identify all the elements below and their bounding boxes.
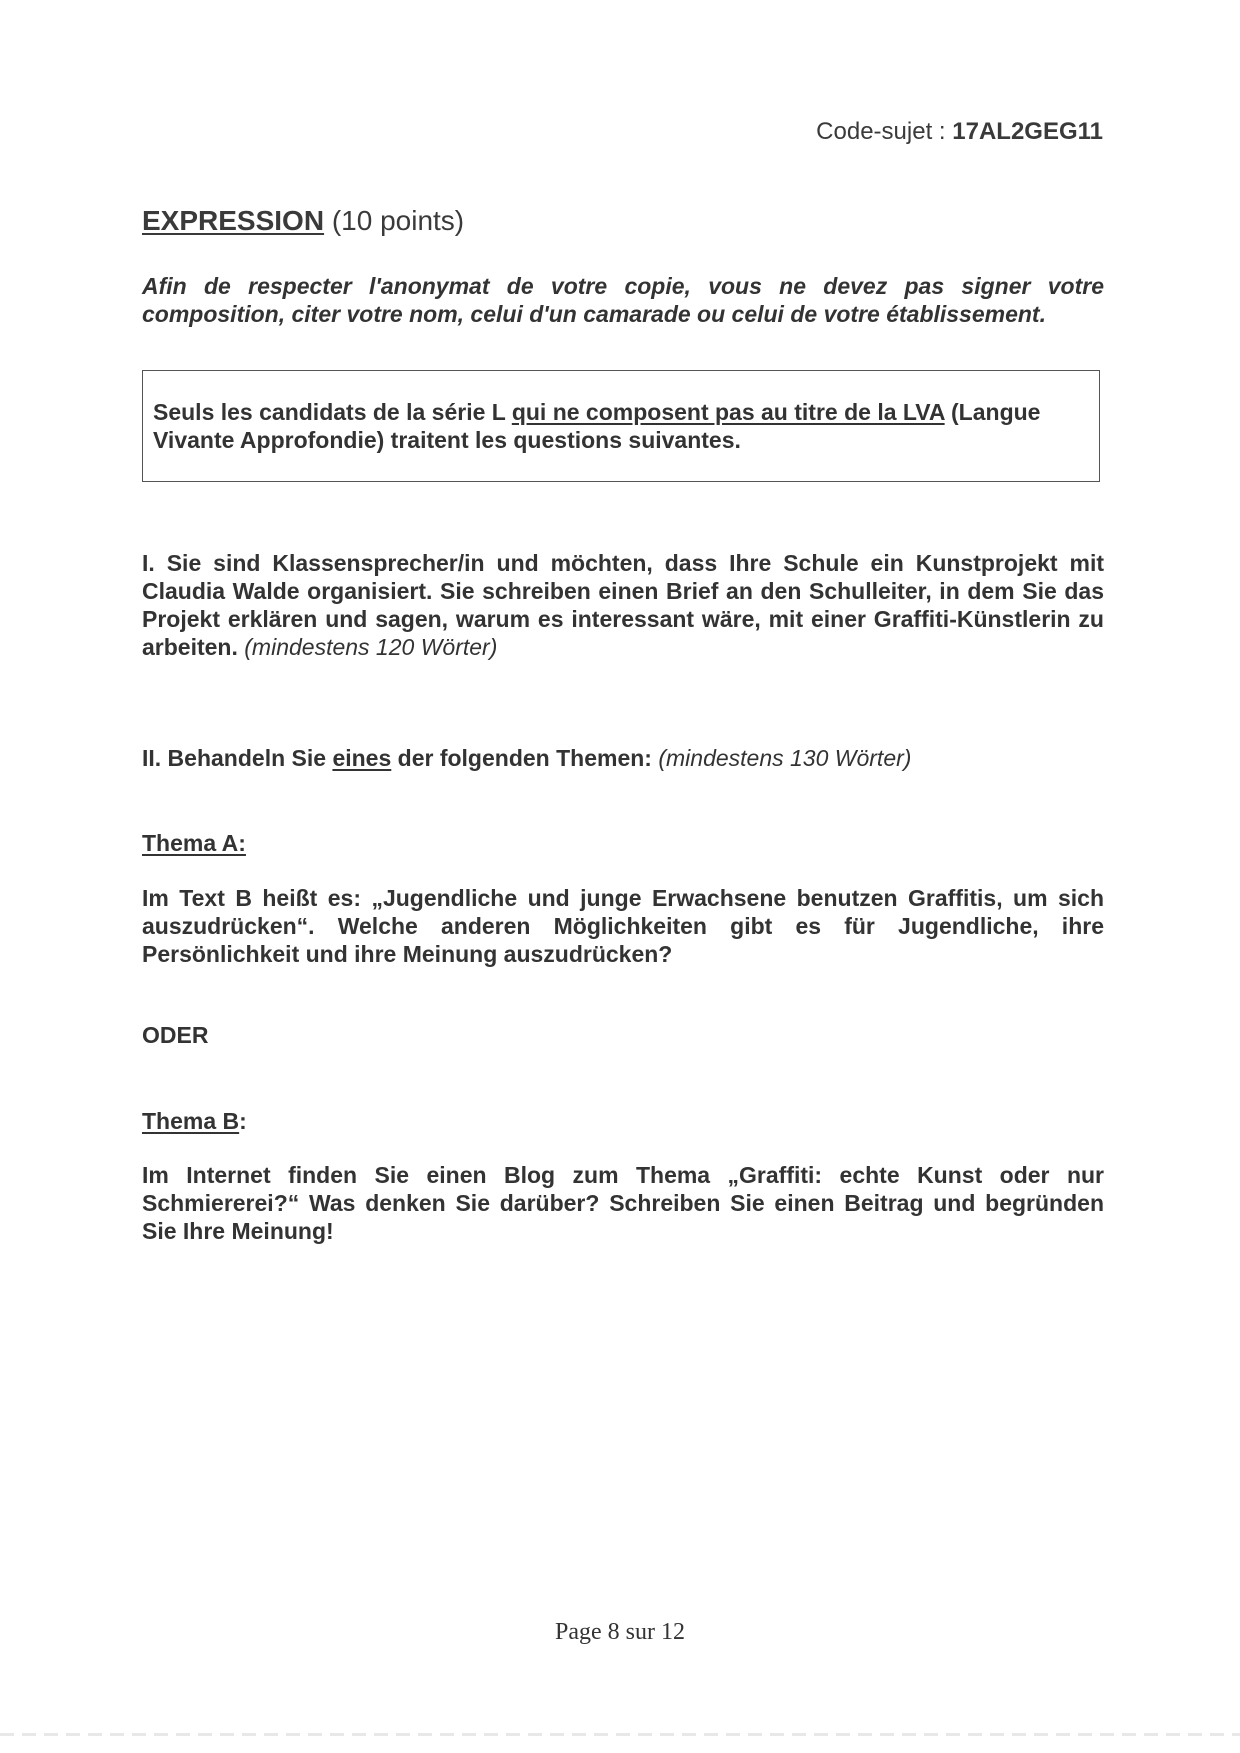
section-title: EXPRESSION [142, 205, 325, 236]
section-heading [142, 205, 464, 237]
question-1-hint: (mindestens 120 Wörter) [244, 634, 498, 660]
question-2-part2: der folgenden Themen: [391, 745, 659, 771]
question-1-text: I. Sie sind Klassensprecher/in und möchten, dass Ihre Schule ein Kunstprojekt mit Claudia Walde organisiert. Sie schreiben einen Brief an den Schulleiter, in dem Sie das Projekt erklären und sagen, warum es interessant wäre, mit einer Graffiti-Künstlerin zu arbeiten. [142, 550, 1104, 660]
theme-b-colon: : [239, 1108, 247, 1134]
subject-code [816, 118, 1103, 146]
theme-b-text: Im Internet finden Sie einen Blog zum Thema „Graffiti: echte Kunst oder nur Schmiererei?“ Was denken Sie darüber? Schreiben Sie einen Beitrag und begründen Sie Ihre Meinung! [142, 1162, 1104, 1244]
scan-edge-artifact [0, 1733, 1240, 1736]
notice-underlined: qui ne composent pas au titre de la LVA [511, 399, 945, 425]
subject-code-label: Code-sujet : [816, 118, 953, 145]
question-1 [142, 549, 1104, 661]
question-2-underlined: eines [332, 745, 392, 771]
theme-b-heading [142, 1108, 247, 1135]
question-2-part1: II. Behandeln Sie [142, 745, 333, 771]
question-2-hint: (mindestens 130 Wörter) [658, 745, 912, 771]
anonymity-instructions: Afin de respecter l'anonymat de votre copie, vous ne devez pas signer votre composition, citer votre nom, celui d'un camarade ou celui de votre établissement. [142, 273, 1104, 327]
section-points: (10 points) [324, 205, 465, 236]
notice-part1: Seuls les candidats de la série L [153, 399, 512, 425]
subject-code-value: 17AL2GEG11 [952, 118, 1103, 145]
theme-a-text: Im Text B heißt es: „Jugendliche und junge Erwachsene benutzen Graffitis, um sich auszudrücken“. Welche anderen Möglichkeiten gibt es für Jugendliche, ihre Persönlichkeit und ihre Meinung auszudrücken? [142, 885, 1104, 967]
or-label: ODER [142, 1022, 209, 1048]
question-2 [142, 744, 1104, 772]
page-number: Page 8 sur 12 [555, 1619, 685, 1645]
notice-text [153, 398, 1083, 454]
theme-b-label: Thema B [142, 1108, 240, 1134]
theme-a-label: Thema A: [142, 830, 246, 856]
notice-part2: (Langue Vivante Approfondie) traitent les questions suivantes. [153, 399, 1041, 453]
notice-box [142, 370, 1100, 482]
